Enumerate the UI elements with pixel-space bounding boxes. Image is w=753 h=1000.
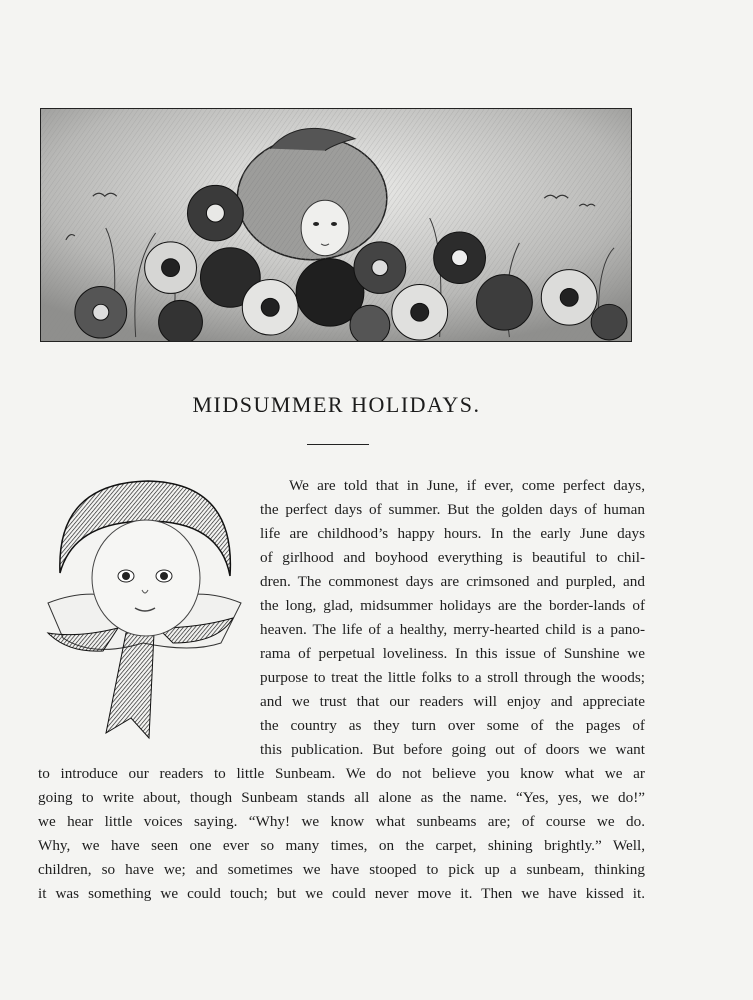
text-line: this publication. But before going out of doors we want (260, 741, 645, 758)
portrait-illustration (38, 478, 246, 740)
article-title: MIDSUMMER HOLIDAYS. (192, 392, 481, 417)
text-line: purpose to treat the little folks to a stroll through the woods; (260, 669, 645, 686)
text-line: We are told that in June, if ever, come perfect days, (289, 477, 645, 494)
girl-in-bonnet-among-pansies-icon (41, 109, 631, 341)
text-line: life are childhood’s happy hours. In the early June days (260, 525, 645, 542)
text-line: and we trust that our readers will enjoy and appreciate (260, 693, 645, 710)
text-line: rama of perpetual loveliness. In this issue of Sunshine we (260, 645, 645, 662)
text-line: heaven. The life of a healthy, merry-hearted child is a pano- (260, 621, 645, 638)
banner-illustration (40, 108, 632, 342)
text-line: Why, we have seen one ever so many times, on the carpet, shining brightly.” Well, (38, 837, 645, 854)
text-line: of girlhood and boyhood everything is beautiful to chil- (260, 549, 645, 566)
text-line: children, so have we; and sometimes we have stooped to pick up a sunbeam, thinking (38, 861, 645, 878)
title-divider (307, 444, 369, 445)
baby-in-bonnet-icon (38, 478, 246, 740)
text-line: going to write about, though Sunbeam stands all alone as the name. “Yes, yes, we do!” (38, 789, 645, 806)
text-line: the country as they turn over some of the pages of (260, 717, 645, 734)
text-line: we hear little voices saying. “Why! we know what sunbeams are; of course we do. (38, 813, 645, 830)
text-line: to introduce our readers to little Sunbeam. We do not believe you know what we ar (38, 765, 645, 782)
text-line: dren. The commonest days are crimsoned and purpled, and (260, 573, 645, 590)
text-line: the long, glad, midsummer holidays are the border-lands of (260, 597, 645, 614)
text-line: the perfect days of summer. But the golden days of human (260, 501, 645, 518)
text-line: it was something we could touch; but we could never move it. Then we have kissed it. (38, 885, 645, 902)
